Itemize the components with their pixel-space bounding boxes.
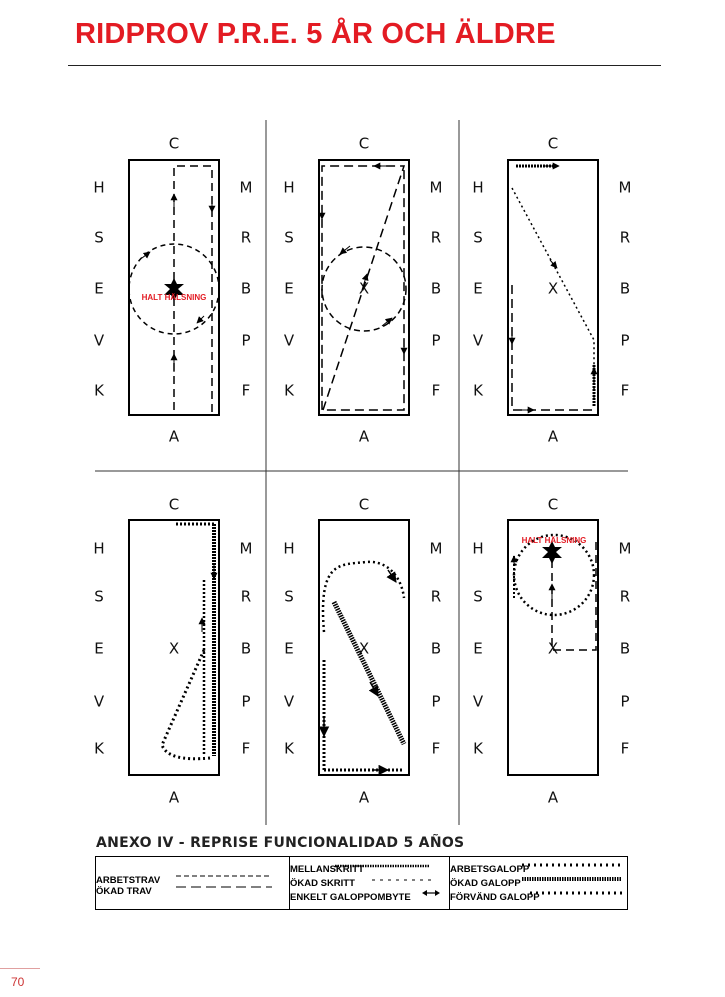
arena-5-letter-left-h: H xyxy=(283,539,295,558)
arena-1-letter-right-f: F xyxy=(241,381,251,400)
page-number: 70 xyxy=(11,975,25,989)
legend-label-arbetsgalopp: ARBETSGALOPP xyxy=(450,864,530,875)
arena-4-letter-right-f: F xyxy=(241,739,251,758)
legend-label-enkelt-galoppombyte: ENKELT GALOPPOMBYTE xyxy=(290,892,411,903)
arena-3-letter-top: C xyxy=(547,134,559,153)
legend-label-forvand-galopp: FÖRVÄND GALOPP xyxy=(450,892,540,903)
arena-1-letter-right-b: B xyxy=(240,279,252,298)
legend-sample-arbetsgalopp xyxy=(522,862,626,868)
arena-4-letter-bottom: A xyxy=(168,788,180,807)
legend-label-okad-galopp: ÖKAD GALOPP xyxy=(450,878,521,889)
page-title: RIDPROV P.R.E. 5 ÅR OCH ÄLDRE xyxy=(75,18,556,50)
figure-2-paths xyxy=(322,166,406,410)
legend-column-2 xyxy=(289,857,450,909)
arena-5-letter-right-b: B xyxy=(430,639,442,658)
arena-6-letter-left-h: H xyxy=(472,539,484,558)
arena-4-letter-right-b: B xyxy=(240,639,252,658)
arena-4-letter-top: C xyxy=(168,495,180,514)
arena-5-letter-left-v: V xyxy=(283,692,295,711)
arena-2-letter-left-v: V xyxy=(283,331,295,350)
arena-5-letter-left-k: K xyxy=(284,739,294,758)
arena-2-letter-left-h: H xyxy=(283,178,295,197)
legend-box xyxy=(95,856,628,910)
arena-2-letter-top: C xyxy=(358,134,370,153)
legend-sample-okad-trav xyxy=(176,884,276,890)
arena-5-letter-bottom: A xyxy=(358,788,370,807)
arena-3-letter-left-s: S xyxy=(473,228,483,247)
legend-sample-arbetstrav xyxy=(176,873,276,879)
arena-4-letter-left-k: K xyxy=(94,739,104,758)
arena-3-letter-left-e: E xyxy=(473,279,483,298)
arena-3-letter-right-m: M xyxy=(618,178,632,197)
legend-column-1 xyxy=(96,857,289,909)
arena-6-letter-left-e: E xyxy=(473,639,483,658)
legend-label-okad-skritt: ÖKAD SKRITT xyxy=(290,878,355,889)
arena-1-letter-right-p: P xyxy=(241,331,251,350)
legend-sample-mellanskritt xyxy=(335,863,445,869)
arena-3-letter-left-v: V xyxy=(472,331,484,350)
arena-6-letter-bottom: A xyxy=(547,788,559,807)
arena-4-letter-right-r: R xyxy=(240,587,252,606)
arena-1-letter-left-v: V xyxy=(93,331,105,350)
arena-3-letter-right-f: F xyxy=(620,381,630,400)
arena-6-letter-left-k: K xyxy=(473,739,483,758)
legend-sample-forvand-galopp xyxy=(530,890,626,896)
halt-label-2: HALT HÄLSNING xyxy=(521,536,587,545)
arena-2-letter-left-s: S xyxy=(284,228,294,247)
arena-2-letter-center: X xyxy=(358,279,370,298)
legend-label-arbetstrav: ARBETSTRAV xyxy=(96,875,161,886)
arena-6-letter-right-r: R xyxy=(619,587,631,606)
legend-label-mellanskritt: MELLANSKRITT xyxy=(290,864,364,875)
arena-2-letter-bottom: A xyxy=(358,427,370,446)
arena-4-letter-left-e: E xyxy=(94,639,104,658)
arena-5-letter-top: C xyxy=(358,495,370,514)
arena-3-letter-right-b: B xyxy=(619,279,631,298)
double-arrow-icon xyxy=(422,889,440,897)
arena-1-letter-left-h: H xyxy=(93,178,105,197)
figure-5-paths xyxy=(323,562,404,770)
arena-1-letter-left-s: S xyxy=(94,228,104,247)
annex-title: ANEXO IV - REPRISE FUNCIONALIDAD 5 AÑOS xyxy=(96,835,465,851)
arena-1-letter-left-e: E xyxy=(94,279,104,298)
arena-1-letter-right-r: R xyxy=(240,228,252,247)
legend-sample-okad-skritt xyxy=(372,877,442,883)
arena-2-letter-right-m: M xyxy=(429,178,443,197)
arena-5-letter-left-s: S xyxy=(284,587,294,606)
arena-2-letter-right-p: P xyxy=(431,331,441,350)
arena-1-letter-left-k: K xyxy=(94,381,104,400)
arena-2-letter-right-b: B xyxy=(430,279,442,298)
arena-3-letter-right-p: P xyxy=(620,331,630,350)
arena-2-letter-left-e: E xyxy=(284,279,294,298)
arena-5-letter-center: X xyxy=(358,639,370,658)
arena-1-letter-bottom: A xyxy=(168,427,180,446)
arena-2-letter-left-k: K xyxy=(284,381,294,400)
arena-3-letter-bottom: A xyxy=(547,427,559,446)
page-number-divider xyxy=(0,968,40,969)
arena-6-letter-top: C xyxy=(547,495,559,514)
arena-5-letter-left-e: E xyxy=(284,639,294,658)
arena-5-letter-right-m: M xyxy=(429,539,443,558)
arena-4-letter-left-h: H xyxy=(93,539,105,558)
arena-3-letter-center: X xyxy=(547,279,559,298)
arena-4-letter-left-s: S xyxy=(94,587,104,606)
arena-2-letter-right-r: R xyxy=(430,228,442,247)
arena-6-letter-right-m: M xyxy=(618,539,632,558)
arena-6-letter-center: X xyxy=(547,639,559,658)
arena-6-letter-left-v: V xyxy=(472,692,484,711)
arena-5-letter-right-p: P xyxy=(431,692,441,711)
arena-6-letter-right-b: B xyxy=(619,639,631,658)
legend-label-okad-trav: ÖKAD TRAV xyxy=(96,886,152,897)
arena-3-letter-left-h: H xyxy=(472,178,484,197)
arena-1-letter-top: C xyxy=(168,134,180,153)
arena-6-letter-left-s: S xyxy=(473,587,483,606)
arena-6-letter-right-p: P xyxy=(620,692,630,711)
arena-5-letter-right-r: R xyxy=(430,587,442,606)
halt-label-1: HALT HÄLSNING xyxy=(141,293,207,302)
arena-4-letter-center: X xyxy=(168,639,180,658)
arena-5-letter-right-f: F xyxy=(431,739,441,758)
arena-6-letter-right-f: F xyxy=(620,739,630,758)
arena-1-letter-right-m: M xyxy=(239,178,253,197)
legend-sample-okad-galopp xyxy=(522,876,626,882)
arena-4-letter-right-p: P xyxy=(241,692,251,711)
arena-2-letter-right-f: F xyxy=(431,381,441,400)
arena-3-letter-left-k: K xyxy=(473,381,483,400)
legend-column-3 xyxy=(449,857,628,909)
arena-3-letter-right-r: R xyxy=(619,228,631,247)
arena-4-letter-right-m: M xyxy=(239,539,253,558)
arena-4-letter-left-v: V xyxy=(93,692,105,711)
